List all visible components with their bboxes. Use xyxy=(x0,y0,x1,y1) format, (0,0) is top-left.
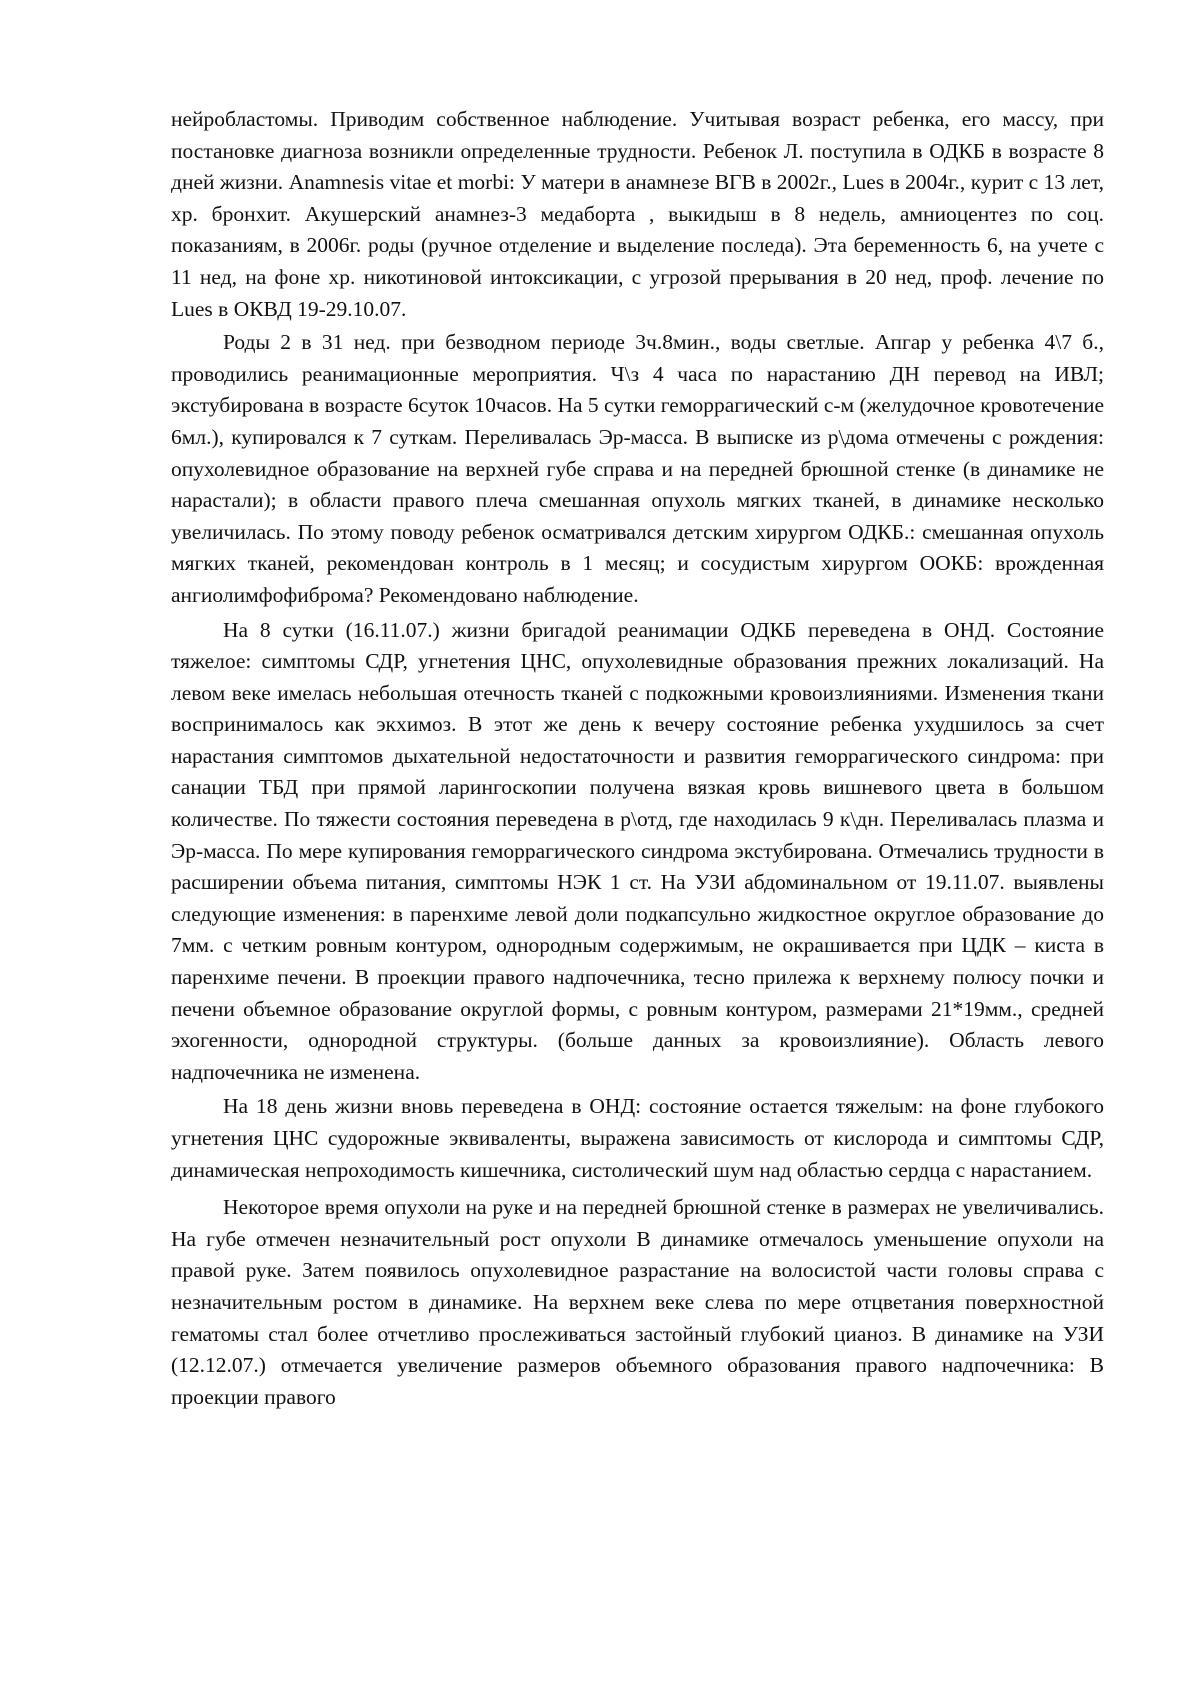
paragraph-tumor-dynamics: Некоторое время опухоли на руке и на передней брюшной стенке в размерах не увеличивались. На губе отмечен незначительный рост опухоли В динамике отмечалось уменьшение опухоли на правой руке. Затем появилось опухолевидное разрастание на волосистой части головы справа с незначительным ростом в динамике. На верхнем веке слева по мере отцветания поверхностной гематомы стал более отчетливо прослеживаться застойный глубокий цианоз. В динамике на УЗИ (12.12.07.) отмечается увеличение размеров объемного образования правого надпочечника: В проекции правого xyxy=(171,1195,1104,1409)
paragraph-birth: Роды 2 в 31 нед. при безводном периоде 3ч.8мин., воды светлые. Апгар у ребенка 4\7 б., проводились реанимационные мероприятия. Ч\з 4 часа по нарастанию ДН перевод на ИВЛ; экстубирована в возрасте 6суток 10часов. На 5 сутки геморрагический с-м (желудочное кровотечение 6мл.), купировался к 7 суткам. Переливалась Эр-масса. В выписке из р\дома отмечены с рождения: опухолевидное образование на верхней губе справа и на передней брюшной стенке (в динамике не нарастали); в области правого плеча смешанная опухоль мягких тканей, в динамике несколько увеличилась. По этому поводу ребенок осматривался детским хирургом ОДКБ.: смешанная опухоль мягких тканей, рекомендован контроль в 1 месяц; и сосудистым хирургом ООКБ: врожденная ангиолимфофиброма? Рекомендовано наблюдение. xyxy=(171,330,1105,607)
paragraph-day-18: На 18 день жизни вновь переведена в ОНД: состояние остается тяжелым: на фоне глубокого угнетения ЦНС судорожные эквиваленты, выражена зависимость от кислорода и симптомы СДР, динамическая непроходимость кишечника, систолический шум над областью сердца с нарастанием. xyxy=(171,1094,1104,1182)
paragraph-transfer: На 8 сутки (16.11.07.) жизни бригадой реанимации ОДКБ переведена в ОНД. Состояние тяжелое: симптомы СДР, угнетения ЦНС, опухолевидные образования прежних локализаций. На левом веке имелась небольшая отечность тканей с подкожными кровоизлияниями. Изменения ткани воспринималось как экхимоз. В этот же день к вечеру состояние ребенка ухудшилось за счет нарастания симптомов дыхательной недостаточности и развития геморрагического синдрома: при санации ТБД при прямой ларингоскопии получена вязкая кровь вишневого цвета в большом количестве. По тяжести состояния переведена в р\отд, где находилась 9 к\дн. Переливалась плазма и Эр-масса. По мере купирования геморрагического синдрома экстубирована. Отмечались трудности в расширении объема питания, симптомы НЭК 1 ст. На УЗИ абдоминальном от 19.11.07. выявлены следующие изменения: в паренхиме левой доли подкапсульно жидкостное округлое образование до 7мм. с четким ровным контуром, однородным содержимым, не окрашивается при ЦДК – киста в паренхиме печени. В проекции правого надпочечника, тесно прилежа к верхнему полюсу почки и печени объемное образование округлой формы, с ровным контуром, размерами 21*19мм., средней эхогенности, однородной структуры. (больше данных за кровоизлияние). Область левого надпочечника не изменена. xyxy=(171,617,1104,1084)
document-page xyxy=(171,104,1104,1413)
paragraph-anamnesis: нейробластомы. Приводим собственное наблюдение. Учитывая возраст ребенка, его массу, при постановке диагноза возникли определенные трудности. Ребенок Л. поступила в ОДКБ в возрасте 8 дней жизни. Anamnesis vitae et morbi: У матери в анамнезе ВГВ в 2002г., Lues в 2004г., курит с 13 лет, хр. бронхит. Акушерский анамнез-3 медаборта , выкидыш в 8 недель, амниоцентез по соц. показаниям, в 2006г. роды (ручное отделение и выделение последа). Эта беременность 6, на учете с 11 нед, на фоне хр. никотиновой интоксикации, с угрозой прерывания в 20 нед, проф. лечение по Lues в ОКВД 19-29.10.07. xyxy=(171,107,1104,321)
